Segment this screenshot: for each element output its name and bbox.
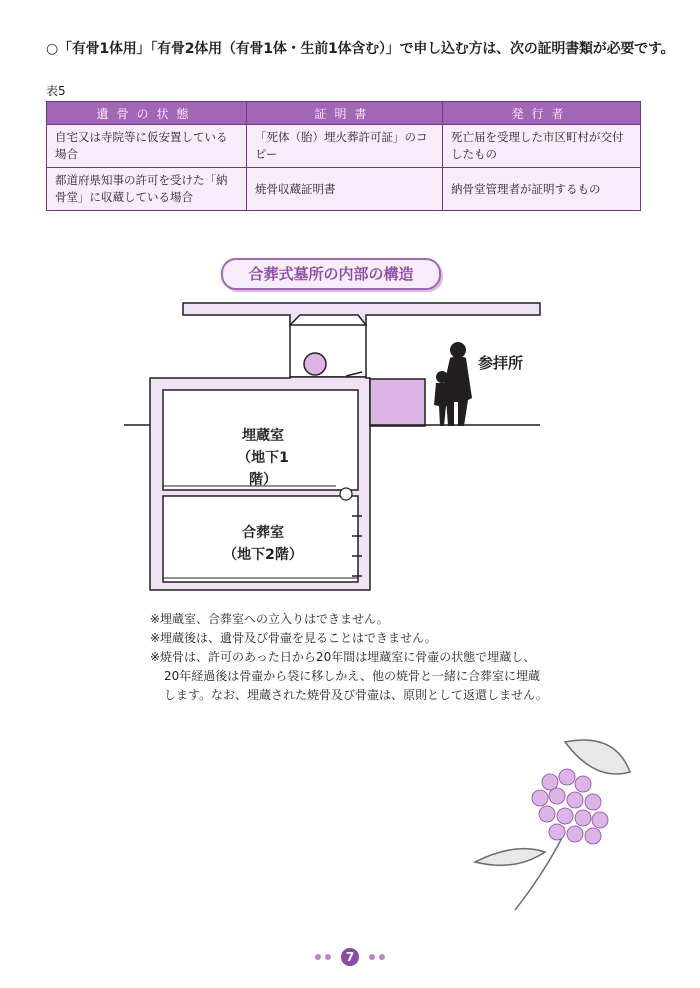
- lower-room-name: 合葬室: [242, 525, 284, 541]
- upper-room-label: [228, 425, 298, 491]
- visitor-silhouette-icon: [434, 342, 472, 426]
- grave-structure-diagram: [0, 290, 700, 600]
- note-line: ※焼骨は、許可のあった日から20年間は埋蔵室に骨壷の状態で埋蔵し、: [150, 650, 536, 664]
- header-issuer: 発行者: [443, 102, 641, 125]
- note-line: ※埋蔵後は、遺骨及び骨壷を見ることはできません。: [150, 631, 437, 645]
- shaft: [290, 325, 366, 377]
- note-line: 20年経過後は骨壷から袋に移しかえ、他の焼骨と一緒に合葬室に埋蔵: [164, 669, 540, 683]
- header-certificate: 証明書: [247, 102, 443, 125]
- shaft-opening-icon: [340, 488, 352, 500]
- offering-platform: [370, 379, 425, 426]
- diagram-title: 合葬式墓所の内部の構造: [221, 258, 441, 290]
- table-row: [47, 125, 641, 168]
- certificate-table: [46, 101, 641, 211]
- table-cell: 「死体（胎）埋火葬許可証」のコピー: [247, 125, 443, 168]
- page-number: [0, 946, 700, 966]
- note-line: します。なお、埋蔵された焼骨及び骨壷は、原則として返還しません。: [164, 688, 548, 702]
- table-cell: 自宅又は寺院等に仮安置している場合: [47, 125, 247, 168]
- note-line: ※埋蔵室、合葬室への立入りはできません。: [150, 612, 389, 626]
- upper-room-floor: （地下1階）: [237, 450, 289, 488]
- roof-slab: [183, 303, 540, 325]
- table-row: [47, 168, 641, 211]
- visitor-area-label: 参拝所: [478, 354, 524, 372]
- table-header-row: [47, 102, 641, 125]
- upper-room-name: 埋蔵室: [242, 428, 284, 444]
- lower-room-label: [216, 522, 310, 566]
- table-cell: 焼骨収蔵証明書: [247, 168, 443, 211]
- page-number-value: 7: [341, 948, 359, 966]
- table-label: 表5: [46, 84, 66, 98]
- table-cell: 納骨堂管理者が証明するもの: [443, 168, 641, 211]
- hydrangea-illustration-icon: [455, 722, 655, 922]
- intro-text: ○「有骨1体用」「有骨2体用（有骨1体・生前1体含む）」で申し込む方は、次の証明書類が必要です。: [46, 41, 675, 57]
- notes: [150, 610, 630, 705]
- table-cell: 都道府県知事の許可を受けた「納骨堂」に収蔵している場合: [47, 168, 247, 211]
- lower-room-floor: （地下2階）: [223, 547, 303, 563]
- table-cell: 死亡届を受理した市区町村が交付したもの: [443, 125, 641, 168]
- urn-icon: [304, 353, 326, 375]
- header-remains-status: 遺骨の状態: [47, 102, 247, 125]
